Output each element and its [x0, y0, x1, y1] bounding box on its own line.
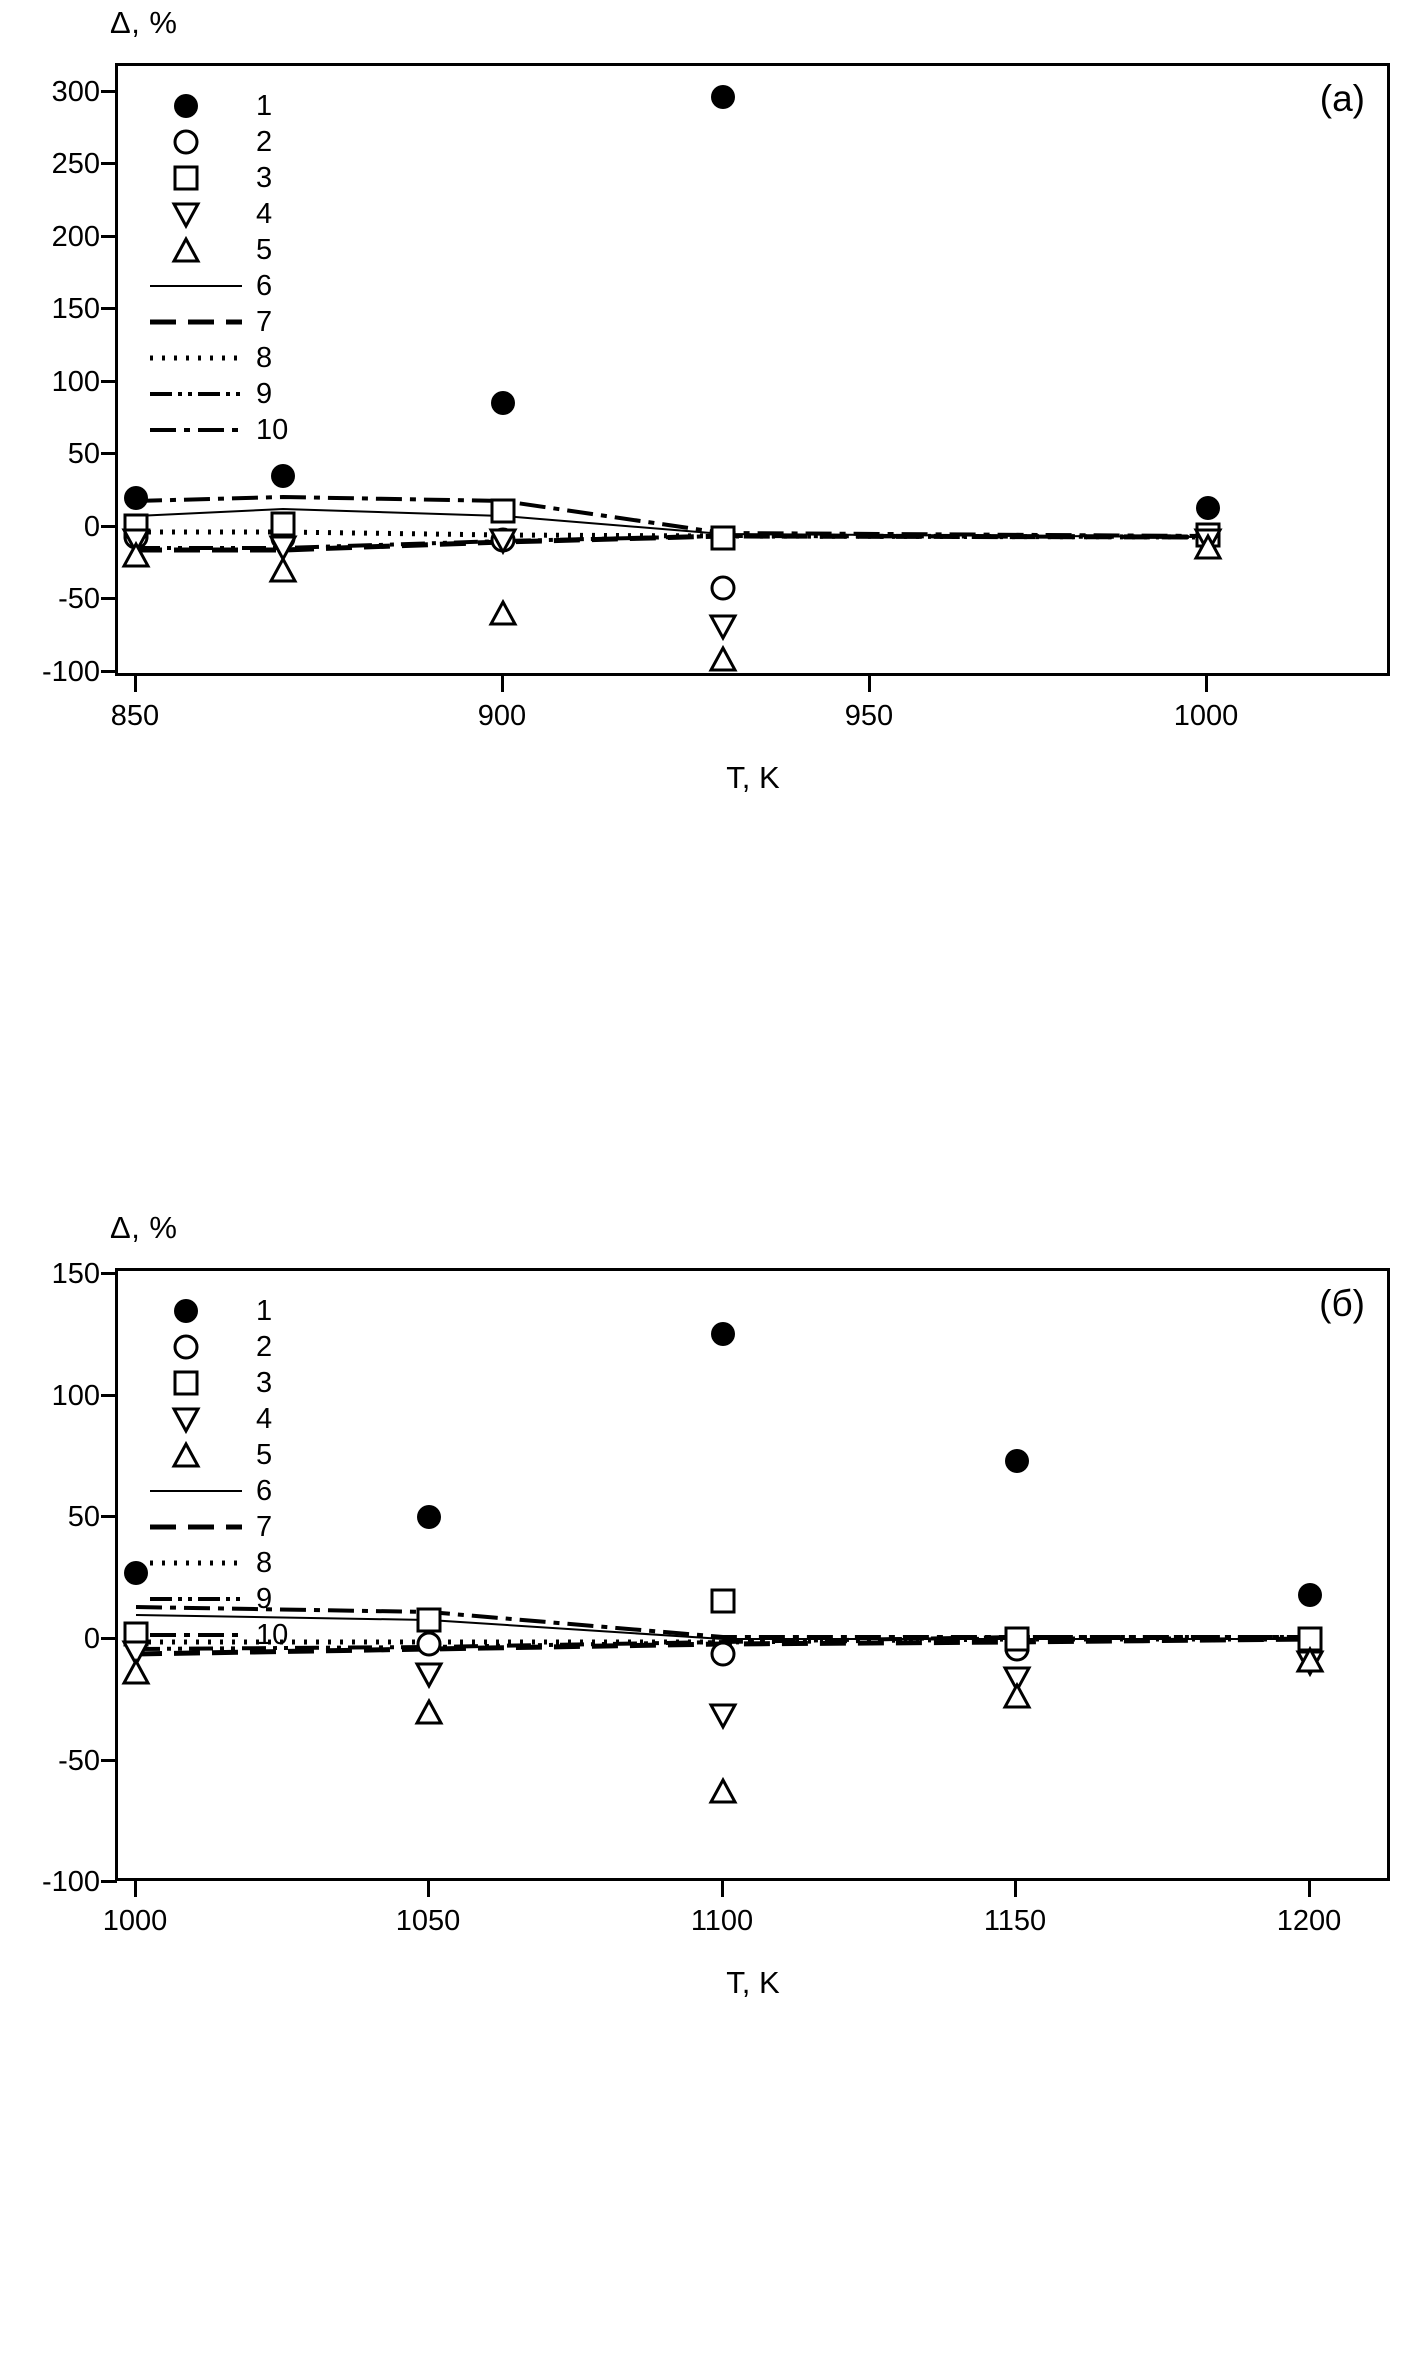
- legend-line-solid: [148, 268, 244, 304]
- x-axis-title: T, K: [726, 760, 780, 795]
- y-tick-mark: [101, 1880, 117, 1883]
- legend-label: 2: [256, 126, 273, 158]
- y-tick-label: 300: [51, 76, 100, 108]
- y-tick-label: 150: [51, 293, 100, 325]
- legend-line-dashed: [148, 1509, 244, 1545]
- y-axis-title: Δ, %: [110, 5, 178, 40]
- y-tick-label: 100: [51, 1380, 100, 1412]
- x-tick-label: 1000: [102, 1905, 168, 1937]
- legend-label: 3: [256, 162, 273, 194]
- y-tick-mark: [101, 162, 117, 165]
- y-tick-label: 0: [83, 511, 100, 543]
- x-tick-label: 950: [844, 700, 894, 732]
- y-axis-title: Δ, %: [110, 1210, 178, 1245]
- legend-label: 5: [256, 1439, 273, 1471]
- legend-marker-up-triangle: [148, 232, 244, 268]
- plot-area-b: [115, 1268, 1390, 1881]
- x-tick-label: 850: [110, 700, 160, 732]
- y-tick-label: 0: [83, 1623, 100, 1655]
- legend-line-dash-dot: [148, 412, 244, 448]
- x-tick-mark: [501, 676, 504, 692]
- y-tick-mark: [101, 1394, 117, 1397]
- x-tick-mark: [1014, 1881, 1017, 1897]
- legend-label: 1: [256, 90, 273, 122]
- legend-label: 7: [256, 1511, 273, 1543]
- plot-area-a: [115, 63, 1390, 676]
- legend-label: 8: [256, 1547, 273, 1579]
- y-tick-label: 200: [51, 221, 100, 253]
- legend-marker-filled-circle: [148, 88, 244, 124]
- legend-label: 10: [256, 414, 289, 446]
- panel-label-b: (б): [1319, 1283, 1365, 1324]
- y-tick-label: -50: [58, 583, 100, 615]
- x-tick-label: 1150: [983, 1905, 1047, 1937]
- y-tick-label: -100: [41, 1866, 100, 1898]
- plot-svg-a: [118, 66, 1387, 673]
- y-tick-mark: [101, 1272, 117, 1275]
- plot-svg-b: [118, 1271, 1387, 1878]
- x-tick-mark: [134, 676, 137, 692]
- y-tick-label: 50: [67, 438, 100, 470]
- panel-label-a: (а): [1319, 78, 1365, 119]
- legend-line-dotted: [148, 1545, 244, 1581]
- y-tick-mark: [101, 1637, 117, 1640]
- legend-label: 4: [256, 198, 273, 230]
- legend-marker-open-square: [148, 1365, 244, 1401]
- y-tick-mark: [101, 597, 117, 600]
- x-tick-mark: [1205, 676, 1208, 692]
- legend-line-dashed: [148, 304, 244, 340]
- legend-label: 5: [256, 234, 273, 266]
- y-tick-mark: [101, 235, 117, 238]
- legend-line-dash-dot-dot: [148, 376, 244, 412]
- x-tick-label: 1100: [690, 1905, 754, 1937]
- y-tick-label: 50: [67, 1501, 100, 1533]
- legend-line-dash-dot: [148, 1617, 244, 1653]
- legend-label: 3: [256, 1367, 273, 1399]
- x-tick-label: 900: [477, 700, 527, 732]
- legend-marker-down-triangle: [148, 1401, 244, 1437]
- x-tick-mark: [1308, 1881, 1311, 1897]
- y-tick-label: 250: [51, 148, 100, 180]
- legend-marker-open-circle: [148, 1329, 244, 1365]
- x-axis-title: T, K: [726, 1965, 780, 2000]
- legend-label: 8: [256, 342, 273, 374]
- chart-panel-a: [0, 0, 1425, 1180]
- legend-label: 9: [256, 1583, 273, 1615]
- chart-panel-b: [0, 1185, 1425, 2365]
- y-tick-label: -50: [58, 1745, 100, 1777]
- legend-line-dash-dot-dot: [148, 1581, 244, 1617]
- legend-marker-up-triangle: [148, 1437, 244, 1473]
- x-tick-label: 1050: [395, 1905, 461, 1937]
- y-tick-label: -100: [41, 656, 100, 688]
- legend-line-solid: [148, 1473, 244, 1509]
- x-tick-mark: [868, 676, 871, 692]
- legend-label: 4: [256, 1403, 273, 1435]
- y-tick-label: 100: [51, 366, 100, 398]
- x-tick-label: 1200: [1276, 1905, 1342, 1937]
- y-tick-mark: [101, 670, 117, 673]
- y-tick-mark: [101, 452, 117, 455]
- y-tick-mark: [101, 307, 117, 310]
- legend-label: 6: [256, 270, 273, 302]
- legend-label: 9: [256, 378, 273, 410]
- legend-marker-down-triangle: [148, 196, 244, 232]
- x-tick-mark: [134, 1881, 137, 1897]
- legend-marker-filled-circle: [148, 1293, 244, 1329]
- x-tick-mark: [721, 1881, 724, 1897]
- y-tick-label: 150: [51, 1258, 100, 1290]
- x-tick-label: 1000: [1173, 700, 1239, 732]
- legend-label: 6: [256, 1475, 273, 1507]
- legend-line-dotted: [148, 340, 244, 376]
- legend-label: 1: [256, 1295, 273, 1327]
- y-tick-mark: [101, 1515, 117, 1518]
- y-tick-mark: [101, 1759, 117, 1762]
- y-tick-mark: [101, 90, 117, 93]
- legend-label: 10: [256, 1619, 289, 1651]
- y-tick-mark: [101, 525, 117, 528]
- legend-label: 2: [256, 1331, 273, 1363]
- legend-marker-open-circle: [148, 124, 244, 160]
- legend-label: 7: [256, 306, 273, 338]
- y-tick-mark: [101, 380, 117, 383]
- x-tick-mark: [427, 1881, 430, 1897]
- legend-marker-open-square: [148, 160, 244, 196]
